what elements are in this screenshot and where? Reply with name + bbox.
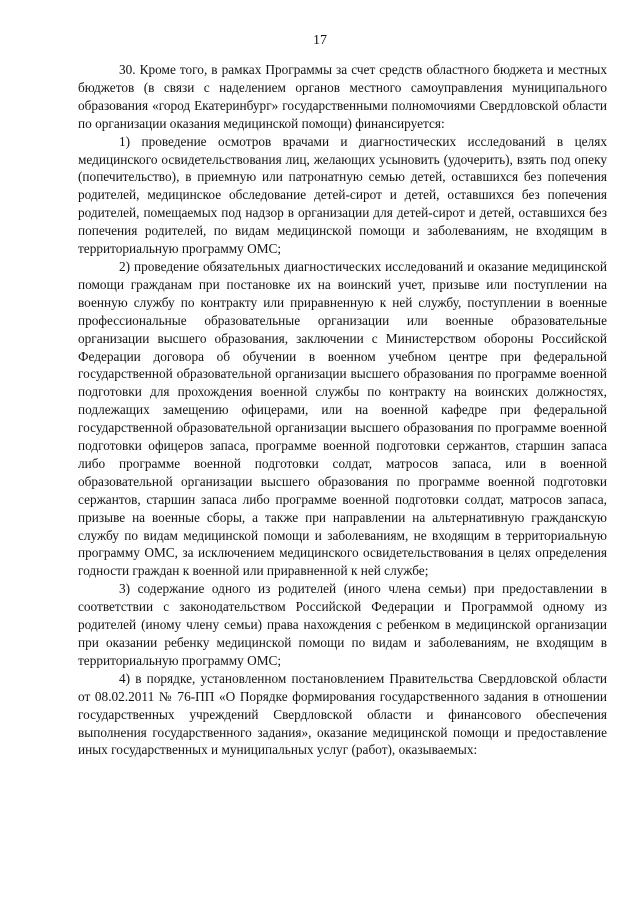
paragraph-30-intro: 30. Кроме того, в рамках Программы за счет средств областного бюджета и местных бюджетов (в связи с наделением органов местного самоуправления муниципального образования «город Екатеринбург» государственными полномочиями Свердловской области по организации оказания медицинской помощи) финансируется: xyxy=(78,62,607,131)
paragraph-item-2: 2) проведение обязательных диагностических исследований и оказание медицинской помощи гражданам при постановке их на воинский учет, призыве или поступлении на военную службу по контракту или приравненную к ней службу, поступлении в военные профессиональные образовательные организации или военные образовательные организации высшего образования, заключении с Министерством обороны Российской Федерации договора об обучении в военном учебном центре при федеральной государственной образовательной организации высшего образования по программе военной подготовки для прохождения военной службы по контракту на воинских должностях, подлежащих замещению офицерами, или на военной кафедре при федеральной государственной образовательной организации высшего образования по программе военной подготовки офицеров запаса, программе военной подготовки сержантов, старшин запаса либо программе военной подготовки солдат, матросов запаса, или в военной образовательной организации высшего образования по программе военной подготовки сержантов, старшин запаса либо программе военной подготовки солдат, матросов запаса, призыве на военные сборы, а также при направлении на альтернативную гражданскую службу по видам медицинской помощи и заболеваниям, не входящим в территориальную программу ОМС, за исключением медицинского освидетельствования в целях определения годности граждан к военной или приравненной к ней службе; xyxy=(78,258,607,579)
paragraph-item-4: 4) в порядке, установленном постановлением Правительства Свердловской области от 08.02.2011 № 76-ПП «О Порядке формирования государственного задания в отношении государственных учреждений Свердловской области и финансового обеспечения выполнения государственного задания», оказание медицинской помощи и предоставление иных государственных и муниципальных услуг (работ), оказываемых: xyxy=(78,670,607,758)
page-number: 17 xyxy=(313,33,327,48)
paragraph-item-3: 3) содержание одного из родителей (иного члена семьи) при предоставлении в соответствии с законодательством Российской Федерации и Программой одному из родителей (иному члену семьи) права нахождения с ребенком в медицинской организации при оказании ребенку медицинской помощи по видам и заболеваниям, не входящим в территориальную программу ОМС; xyxy=(78,581,607,668)
document-body xyxy=(78,61,607,759)
paragraph-item-1: 1) проведение осмотров врачами и диагностических исследований в целях медицинского освидетельствования лиц, желающих усыновить (удочерить), взять под опеку (попечительство), в приемную или патронатную семью детей, оставшихся без попечения родителей, медицинское обследование детей-сирот и детей, оставшихся без попечения родителей, помещаемых под надзор в организации для детей-сирот и детей, оставшихся без попечения родителей, по видам медицинской помощи и заболеваниям, не входящим в территориальную программу ОМС; xyxy=(78,133,607,257)
